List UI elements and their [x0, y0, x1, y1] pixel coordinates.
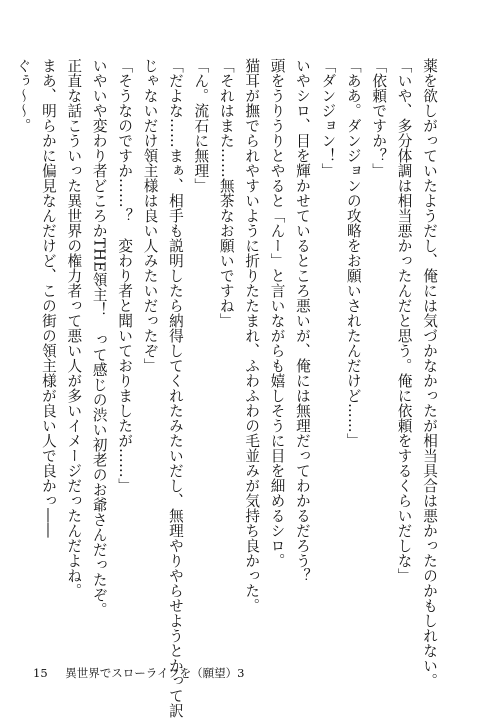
text-line: まあ、明らかに偏見なんだけど、この街の領主様が良い人で良かっ――: [39, 58, 57, 538]
text-line: じゃないだけ領主様は良い人みたいだったぞ」: [141, 58, 159, 373]
text-line: いやいや変わり者どころかTHE領主！ って感じの渋い初老のお爺さんだったぞ。: [90, 58, 108, 618]
text-line: 「ん。流石に無理」: [192, 58, 210, 193]
text-line: 薬を欲しがっていたようだし、俺には気づかなかったが相当具合は悪かったのかもしれない。: [421, 58, 438, 688]
text-line: 頭をうりうりとやると「んー」と言いながらも嬉しそうに目を細めるシロ。: [268, 58, 286, 568]
text-line: 「いや、多分体調は相当悪かったんだと思う。俺に依頼をするくらいだしな」: [395, 58, 413, 583]
text-line: 「ああ。ダンジョンの攻略をお願いされたんだけど……」: [344, 58, 362, 448]
text-line: 猫耳が撫でられやすいように折りたたまれ、ふわふわの毛並みが気持ち良かった。: [243, 58, 261, 613]
text-line: 「だよな……まぁ、相手も説明したら納得してくれたみたいだし、無理やりやらせようとかって訳: [166, 58, 184, 718]
page-footer: [33, 665, 244, 681]
text-line: 「ダンジョン！」: [319, 58, 337, 178]
text-line: いやシロ、目を輝かせているところ悪いが、俺には無理だってわかるだろう？: [293, 58, 311, 583]
text-line: ぐぅ～～。: [14, 58, 32, 133]
page-number: 15: [33, 666, 48, 680]
text-line: 「そうなのですか……？ 変わり者と聞いておりましたが……」: [116, 58, 134, 493]
book-title: 異世界でスローライフを（願望）3: [65, 666, 245, 680]
text-line: 正直な話こういった異世界の権力者って悪い人が多いイメージだったんだよね。: [65, 58, 83, 598]
text-line: 「依頼ですか？」: [370, 58, 388, 178]
text-line: 「それはまた……無茶なお願いですね」: [217, 58, 235, 328]
